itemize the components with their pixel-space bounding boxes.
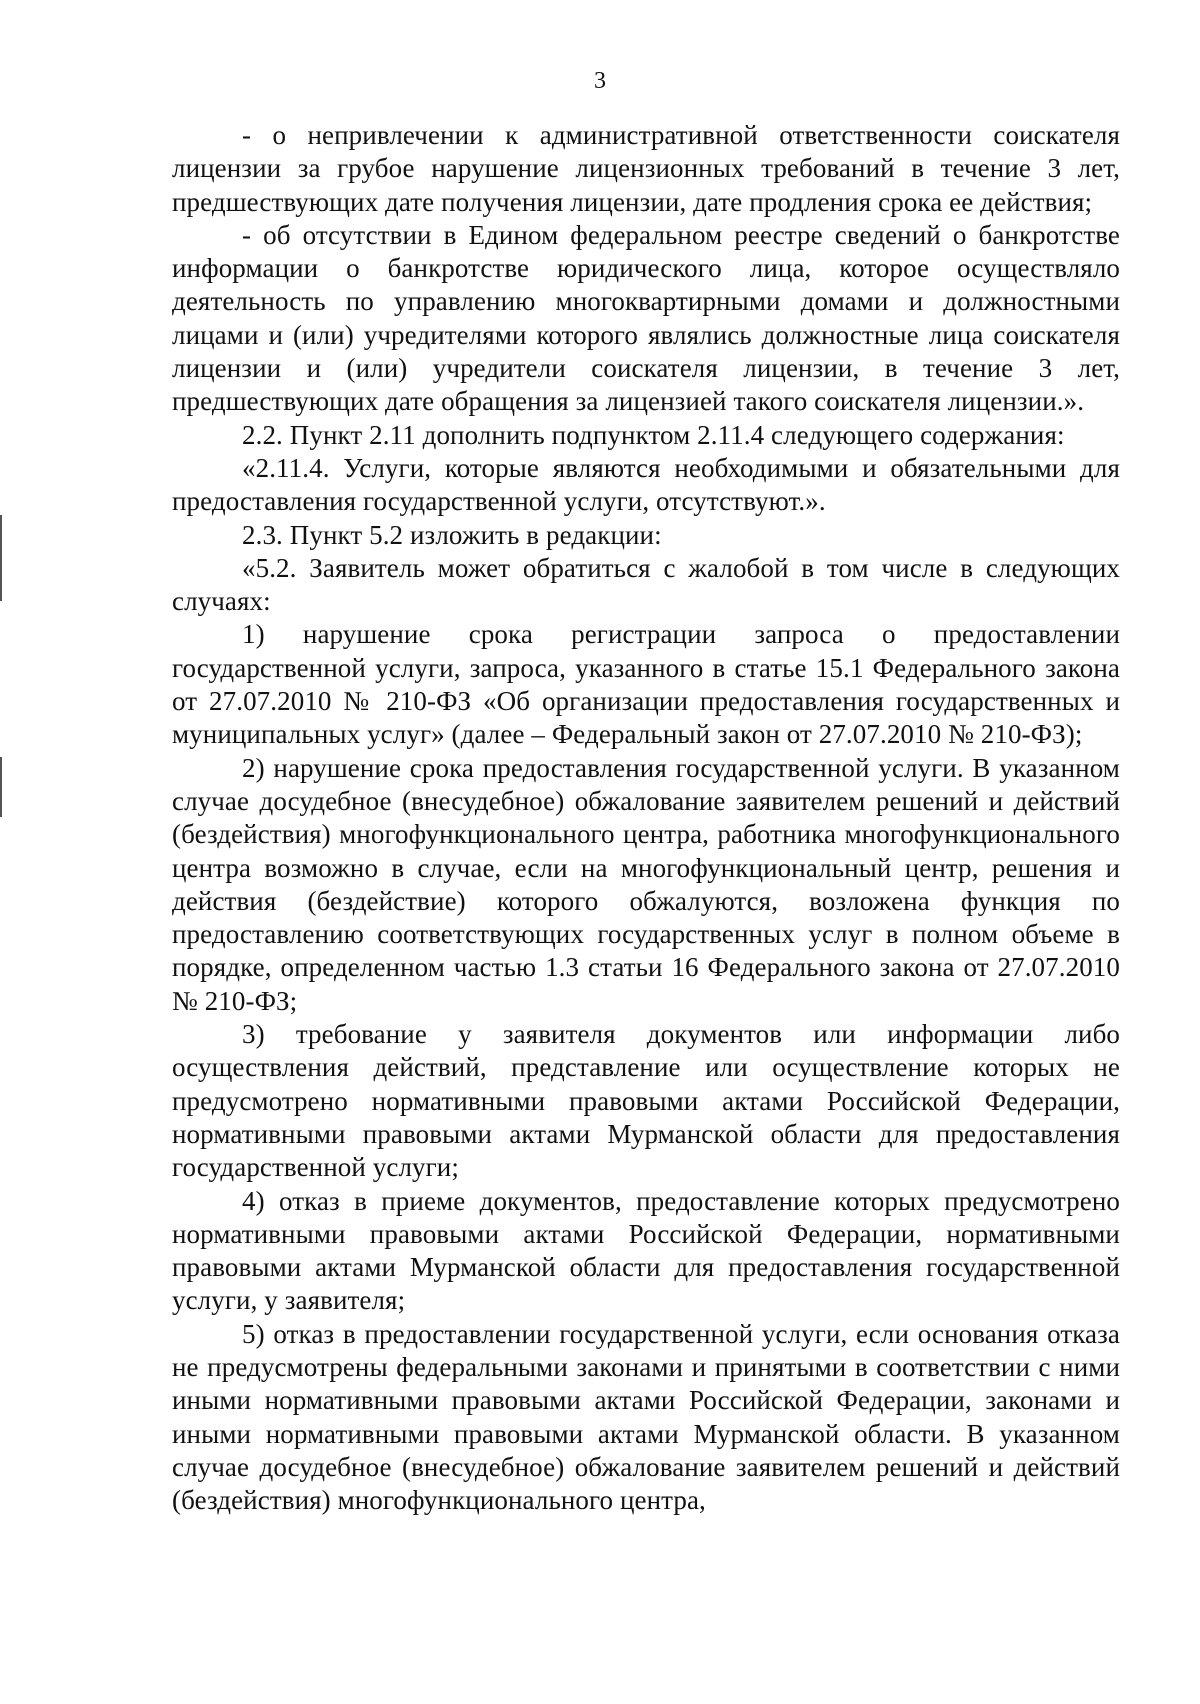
paragraph-non-liability: - о непривлечении к административной ответственности соискателя лицензии за грубое нарушение лицензионных требований в течение 3 лет, предшествующих дате получения лицензии, дате продления срока ее действия; [172,120,1120,217]
paragraph-2-3: 2.3. Пункт 5.2 изложить в редакции: [242,519,662,550]
list-item-2: 2) нарушение срока предоставления государственной услуги. В указанном случае досудебное (внесудебное) обжалование заявителем решений и действий (бездействия) многофункционального центра, работника многофункционального центра возможно в случае, если на многофункциональный центр, решения и действия (бездействие) которого обжалуются, возложена функция по предоставлению соответствующих государственных услуг в полном объеме в порядке, определенном частью 1.3 статьи 16 Федерального закона от 27.07.2010 № 210-ФЗ; [172,752,1120,1016]
paragraph-2-11-4: «2.11.4. Услуги, которые являются необходимыми и обязательными для предоставления государственной услуги, отсутствуют.». [172,452,1120,517]
paragraph-5-2: «5.2. Заявитель может обратиться с жалобой в том числе в следующих случаях: [172,552,1120,617]
list-item-4: 4) отказ в приеме документов, предоставление которых предусмотрено нормативными правовыми актами Российской Федерации, нормативными правовыми актами Мурманской области для предоставления государственной услуги, у заявителя; [172,1185,1120,1316]
scan-edge-mark [0,757,2,817]
list-item-1: 1) нарушение срока регистрации запроса о предоставлении государственной услуги, запроса, указанного в статье 15.1 Федерального закона от 27.07.2010 № 210-ФЗ «Об организации предоставления государственных и муниципальных услуг» (далее – Федеральный закон от 27.07.2010 № 210-ФЗ); [172,619,1120,750]
document-body [172,119,1120,1517]
paragraph-bankruptcy-absence: - об отсутствии в Едином федеральном реестре сведений о банкротстве информации о банкротстве юридического лица, которое осуществляло деятельность по управлению многоквартирными домами и должностными лицами и (или) учредителями которого являлись должностные лица соискателя лицензии и (или) учредители соискателя лицензии, в течение 3 лет, предшествующих дате обращения за лицензией такого соискателя лицензии.». [172,219,1120,417]
page-number: 3 [594,68,606,94]
list-item-3: 3) требование у заявителя документов или информации либо осуществления действий, представление или осуществление которых не предусмотрено нормативными правовыми актами Российской Федерации, нормативными правовыми актами Мурманской области для предоставления государственной услуги; [172,1019,1120,1183]
paragraph-2-2: 2.2. Пункт 2.11 дополнить подпунктом 2.11.4 следующего содержания: [242,419,1065,450]
list-item-5: 5) отказ в предоставлении государственной услуги, если основания отказа не предусмотрены федеральными законами и принятыми в соответствии с ними иными нормативными правовыми актами Российской Федерации, законами и иными нормативными правовыми актами Мурманской области. В указанном случае досудебное (внесудебное) обжалование заявителем решений и действий (бездействия) многофункционального центра, [172,1318,1120,1516]
scan-edge-mark [0,515,2,601]
